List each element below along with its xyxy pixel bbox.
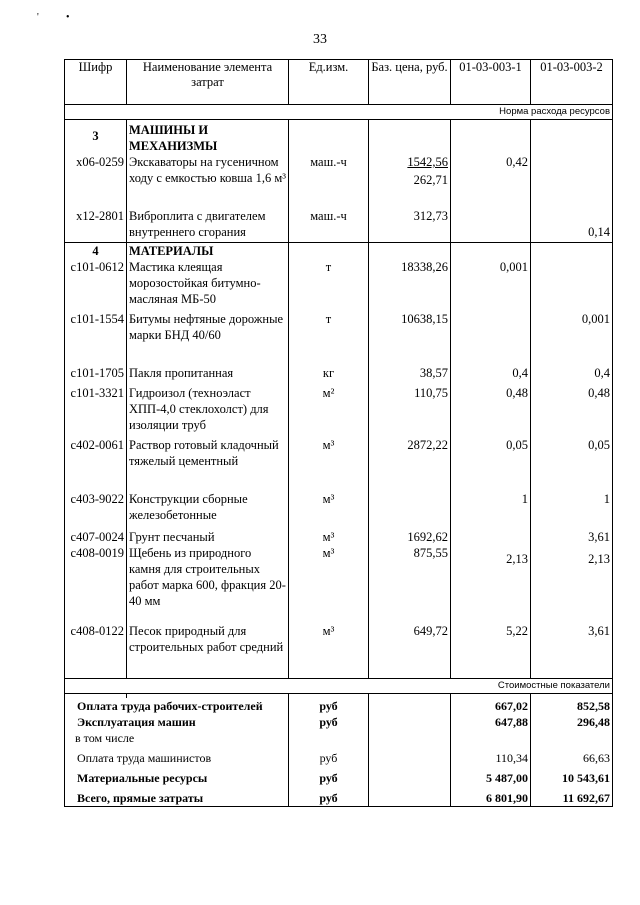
item-price: 1542,56 [407,155,448,169]
item-name: Виброплита с двигателем внутреннего сгорания [127,208,289,242]
item-code: с407-0024 [65,529,127,545]
item-value-1: 5,22 [451,623,531,679]
item-value-2 [531,154,613,208]
summary-unit: руб [289,714,369,730]
summary-value-1: 110,34 [451,746,531,766]
summary-value-1: 5 487,00 [451,766,531,786]
item-code: с101-1554 [65,311,127,365]
item-code: с101-1705 [65,365,127,385]
item-name: Экскаваторы на гусеничном ходу с емкостью ковша 1,6 м³ [127,154,289,208]
summary-row [65,698,613,714]
summary-value-2: 66,63 [531,746,613,766]
header-unit: Ед.изм. [289,60,369,105]
item-unit: т [289,311,369,365]
table-row [65,365,613,385]
item-code: с408-0122 [65,623,127,679]
item-price-secondary: 262,71 [413,173,448,187]
table-row [65,529,613,545]
band-costs: Стоимостные показатели [65,679,613,694]
item-code: х12-2801 [65,208,127,242]
item-unit: м² [289,385,369,437]
summary-value-2 [531,730,613,746]
item-name: Мастика клеящая морозостойкая битумно-масляная МБ-50 [127,259,289,311]
summary-unit: руб [289,746,369,766]
item-value-2: 1 [531,491,613,529]
header-col2: 01-03-003-2 [531,60,613,105]
summary-unit: руб [289,766,369,786]
summary-row [65,730,613,746]
summary-value-2: 296,48 [531,714,613,730]
section-title: МАТЕРИАЛЫ [127,242,289,259]
item-code: с402-0061 [65,437,127,491]
summary-value-2: 852,58 [531,698,613,714]
summary-unit: руб [289,698,369,714]
section-number: 3 [65,120,127,155]
table-row [65,385,613,437]
item-value-2: 0,001 [531,311,613,365]
item-value-1 [451,208,531,242]
item-name: Раствор готовый кладочный тяжелый цементный [127,437,289,491]
estimate-table [64,59,613,807]
summary-row [65,714,613,730]
item-unit: м³ [289,437,369,491]
item-value-1: 2,13 [451,545,531,623]
band-row [65,105,613,120]
item-price: 649,72 [369,623,451,679]
summary-value-1: 667,02 [451,698,531,714]
item-unit: кг [289,365,369,385]
table-row [65,311,613,365]
summary-unit: руб [289,786,369,806]
item-value-2: 0,4 [531,365,613,385]
item-name: Песок природный для строительных работ средний [127,623,289,679]
summary-row [65,746,613,766]
item-code: х06-0259 [65,154,127,208]
item-code: с408-0019 [65,545,127,623]
summary-label: Оплата труда рабочих-строителей [65,698,289,714]
item-value-2: 3,61 [531,623,613,679]
summary-value-1: 647,88 [451,714,531,730]
summary-value-2: 10 543,61 [531,766,613,786]
item-unit: м³ [289,545,369,623]
section-row [65,120,613,155]
item-value-1: 0,05 [451,437,531,491]
table-row [65,545,613,623]
section-row [65,242,613,259]
item-value-2: 0,05 [531,437,613,491]
section-number: 4 [65,242,127,259]
item-unit: м³ [289,529,369,545]
item-price: 312,73 [369,208,451,242]
item-value-2: 2,13 [531,545,613,623]
table-row [65,623,613,679]
summary-row [65,766,613,786]
item-code: с101-3321 [65,385,127,437]
page-number: 33 [313,32,327,47]
item-name: Конструкции сборные железобетонные [127,491,289,529]
table-row [65,208,613,242]
item-price: 110,75 [369,385,451,437]
item-name: Гидроизол (техноэласт ХПП-4,0 стеклохолст) для изоляции труб [127,385,289,437]
item-name: Битумы нефтяные дорожные марки БНД 40/60 [127,311,289,365]
summary-label: Оплата труда машинистов [65,746,289,766]
item-price: 38,57 [369,365,451,385]
table-row [65,491,613,529]
item-unit: маш.-ч [289,208,369,242]
header-code: Шифр [65,60,127,105]
item-name: Щебень из природного камня для строительных работ марка 600, фракция 20-40 мм [127,545,289,623]
summary-value-1 [451,730,531,746]
table-row [65,259,613,311]
item-value-1 [451,311,531,365]
summary-value-1: 6 801,90 [451,786,531,806]
section-title: МАШИНЫ И МЕХАНИЗМЫ [127,120,289,155]
summary-label: Всего, прямые затраты [65,786,289,806]
item-value-2: 3,61 [531,529,613,545]
item-unit: маш.-ч [289,154,369,208]
header-base-price: Баз. цена, руб. [369,60,451,105]
item-name: Пакля пропитанная [127,365,289,385]
band-norms: Норма расхода ресурсов [65,105,613,120]
header-name: Наименование элемента затрат [127,60,289,105]
item-unit: м³ [289,623,369,679]
summary-unit [289,730,369,746]
item-name: Грунт песчаный [127,529,289,545]
item-price: 18338,26 [369,259,451,311]
summary-value-2: 11 692,67 [531,786,613,806]
scan-mark: • [66,12,70,23]
summary-label: Эксплуатация машин [65,714,289,730]
item-unit: т [289,259,369,311]
item-unit: м³ [289,491,369,529]
summary-label: Материальные ресурсы [65,766,289,786]
item-value-1 [451,529,531,545]
item-code: с403-9022 [65,491,127,529]
item-price: 1692,62 [369,529,451,545]
item-price [369,491,451,529]
item-price: 2872,22 [369,437,451,491]
item-price: 875,55 [369,545,451,623]
item-value-2: 0,48 [531,385,613,437]
item-value-1: 0,001 [451,259,531,311]
table-header-row [65,60,613,105]
summary-label: в том числе [65,730,289,746]
table-row [65,154,613,208]
band-row [65,679,613,694]
item-value-1: 0,4 [451,365,531,385]
item-code: с101-0612 [65,259,127,311]
item-value-1: 1 [451,491,531,529]
header-col1: 01-03-003-1 [451,60,531,105]
item-value-1: 0,42 [451,154,531,208]
item-value-2 [531,259,613,311]
scan-mark: ' [37,12,39,23]
item-value-2: 0,14 [531,208,613,242]
item-price: 10638,15 [369,311,451,365]
table-row [65,437,613,491]
item-value-1: 0,48 [451,385,531,437]
summary-row [65,786,613,806]
